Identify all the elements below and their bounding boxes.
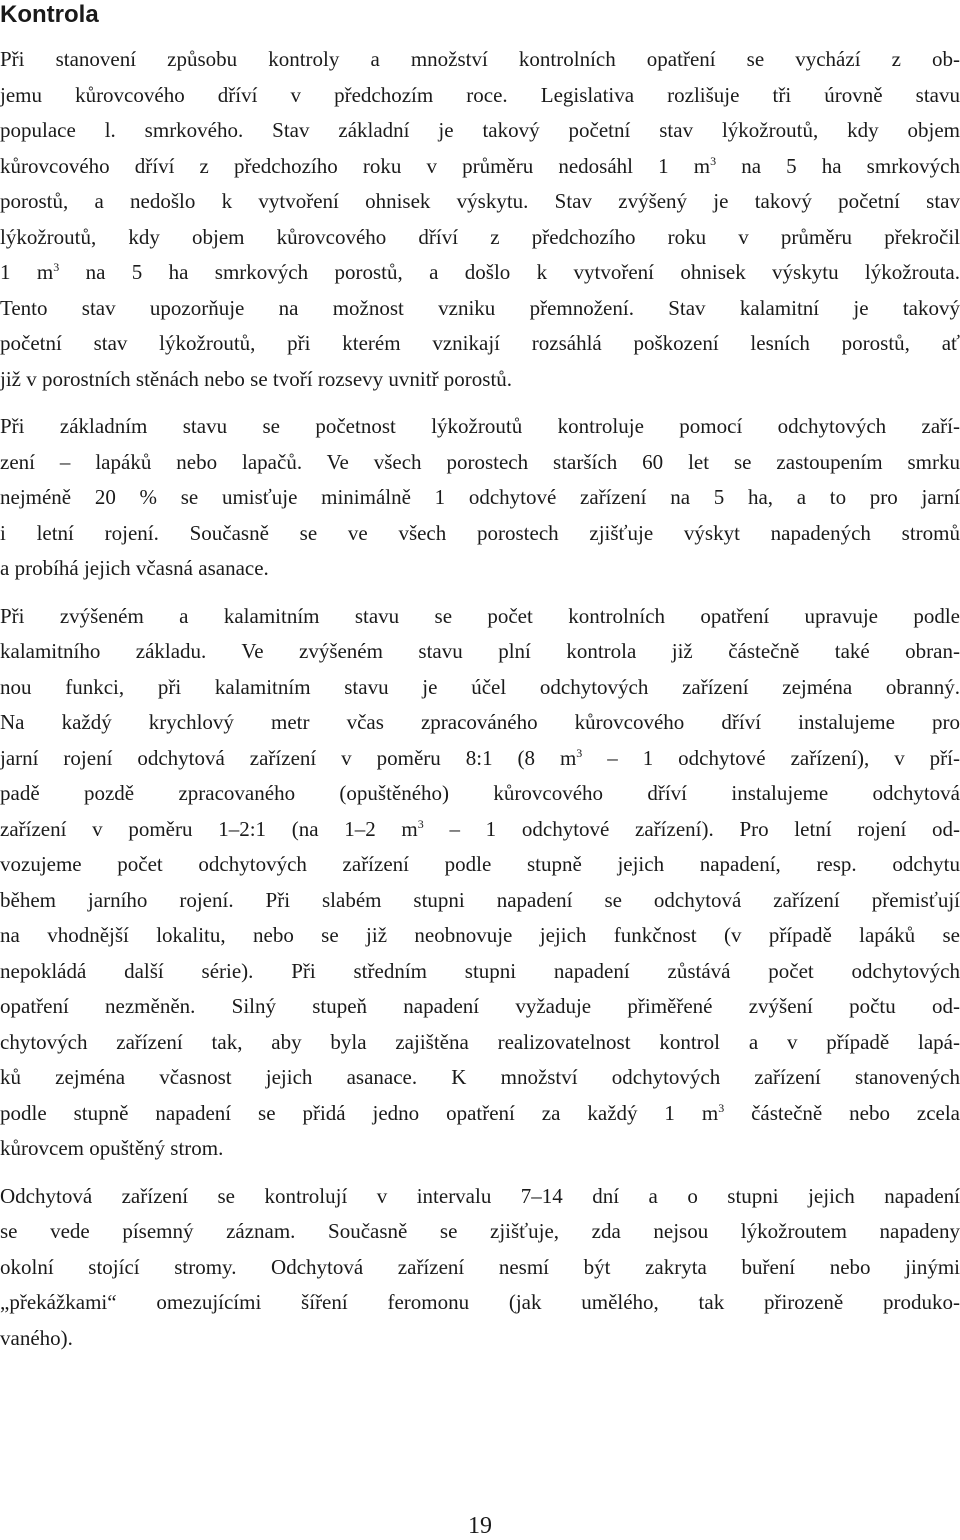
body-text <box>0 42 960 1368</box>
text-line: Na každý krychlový metr včas zpracováného kůrovcového dříví instalujeme pro <box>0 710 960 734</box>
text-line: ků zejména včasnost jejich asanace. K množství odchytových zařízení stanovených <box>0 1065 960 1089</box>
superscript-exponent: 3 <box>53 260 60 274</box>
paragraph-inspection-interval <box>0 1179 960 1357</box>
text-line: „překážkami“ omezujícími šíření feromonu (jak umělého, tak přirozeně produko- <box>0 1290 960 1314</box>
text-line: kůrovcového dříví z předchozího roku v průměru nedosáhl 1 $m^3$ na 5 ha smrkových <box>0 153 960 178</box>
text-line: již v porostních stěnách nebo se tvoří rozsevy uvnitř porostů. <box>0 366 513 391</box>
text-line: Tento stav upozorňuje na možnost vzniku přemnožení. Stav kalamitní je takový <box>0 295 960 320</box>
superscript-exponent: 3 <box>718 1100 725 1115</box>
text-line: jarní rojení odchytová zařízení v poměru 8:1 (8 $m^3 - 1$ odchytové zařízení), v pří- <box>0 745 960 770</box>
text-line: okolní stojící stromy. Odchytová zařízení nesmí být zakryta buření nebo jinými <box>0 1254 960 1279</box>
text-line: opatření nezměněn. Silný stupeň napadení vyžaduje přiměřené zvýšení počtu od- <box>0 994 960 1018</box>
text-line: zení – lapáků nebo lapačů. Ve všech porostech starších 60 let se zastoupením smrku <box>0 449 960 474</box>
text-line: se vede písemný záznam. Současně se zjišťuje, zda nejsou lýkožroutem napadeny <box>0 1219 960 1243</box>
text-line: na vhodnější lokalitu, nebo se již neobnovuje jejich funkčnost (v případě lapáků se <box>0 923 960 947</box>
text-line: zařízení v poměru 1–2:1 (na 1–2 $m^3 - 1$ odchytové zařízení). Pro letní rojení od- <box>0 816 960 841</box>
superscript-exponent: 3 <box>417 816 424 831</box>
text-line: chytových zařízení tak, aby byla zajištěna realizovatelnost kontrol a v případě lapá- <box>0 1029 960 1054</box>
text-line: kůrovcem opuštěný strom. <box>0 1136 224 1160</box>
text-line: kalamitního základu. Ve zvýšeném stavu plní kontrola již částečně také obran- <box>0 639 960 663</box>
superscript-exponent: 3 <box>710 153 717 168</box>
paragraph-population-levels <box>0 42 960 397</box>
text-line: i letní rojení. Současně se ve všech porostech zjišťuje výskyt napadených stromů <box>0 520 960 545</box>
text-line: početní stav lýkožroutů, při kterém vznikají rozsáhlá poškození lesních porostů, ať <box>0 331 960 355</box>
text-line: během jarního rojení. Při slabém stupni napadení se odchytová zařízení přemisťují <box>0 887 960 912</box>
superscript-exponent: 3 <box>576 745 583 760</box>
text-line: lýkožroutů, kdy objem kůrovcového dříví z předchozího roku v průměru překročil <box>0 224 960 249</box>
text-line: vaného). <box>0 1325 73 1350</box>
text-line: padě pozdě zpracovaného (opuštěného) kůrovcového dříví instalujeme odchytová <box>0 781 960 805</box>
text-line: nejméně 20 % se umisťuje minimálně 1 odchytové zařízení na 5 ha, a to pro jarní <box>0 485 960 509</box>
page-number: 19 <box>468 1513 492 1539</box>
text-line: jemu kůrovcového dříví v předchozím roce. Legislativa rozlišuje tři úrovně stavu <box>0 82 960 107</box>
text-line: nepokládá další série). Při středním stupni napadení zůstává počet odchytových <box>0 958 960 983</box>
text-line: vozujeme počet odchytových zařízení podle stupně jejich napadení, resp. odchytu <box>0 852 960 876</box>
text-line: Při stanovení způsobu kontroly a množství kontrolních opatření se vychází z ob- <box>0 47 960 71</box>
section-heading: Kontrola <box>0 1 99 28</box>
text-line: 1 $m^3$ na 5 ha smrkových porostů, a došlo k vytvoření ohnisek výskytu lýkožrouta. <box>0 260 960 284</box>
text-line: podle stupně napadení se přidá jedno opatření za každý 1 $m^3$ částečně nebo zcela <box>0 1100 960 1125</box>
text-line: a probíhá jejich včasná asanace. <box>0 556 269 580</box>
text-line: populace l. smrkového. Stav základní je takový početní stav lýkožroutů, kdy objem <box>0 118 960 142</box>
text-line: porostů, a nedošlo k vytvoření ohnisek výskytu. Stav zvýšený je takový početní stav <box>0 189 960 213</box>
text-line: Odchytová zařízení se kontrolují v intervalu 7–14 dní a o stupni jejich napadení <box>0 1183 960 1208</box>
text-line: nou funkci, při kalamitním stavu je účel odchytových zařízení zejména obranný. <box>0 674 960 699</box>
paragraph-elevated-calamity-state <box>0 599 960 1167</box>
text-line: Při zvýšeném a kalamitním stavu se počet kontrolních opatření upravuje podle <box>0 603 960 628</box>
paragraph-basic-state <box>0 409 960 587</box>
text-line: Při základním stavu se početnost lýkožroutů kontroluje pomocí odchytových zaří- <box>0 414 960 438</box>
